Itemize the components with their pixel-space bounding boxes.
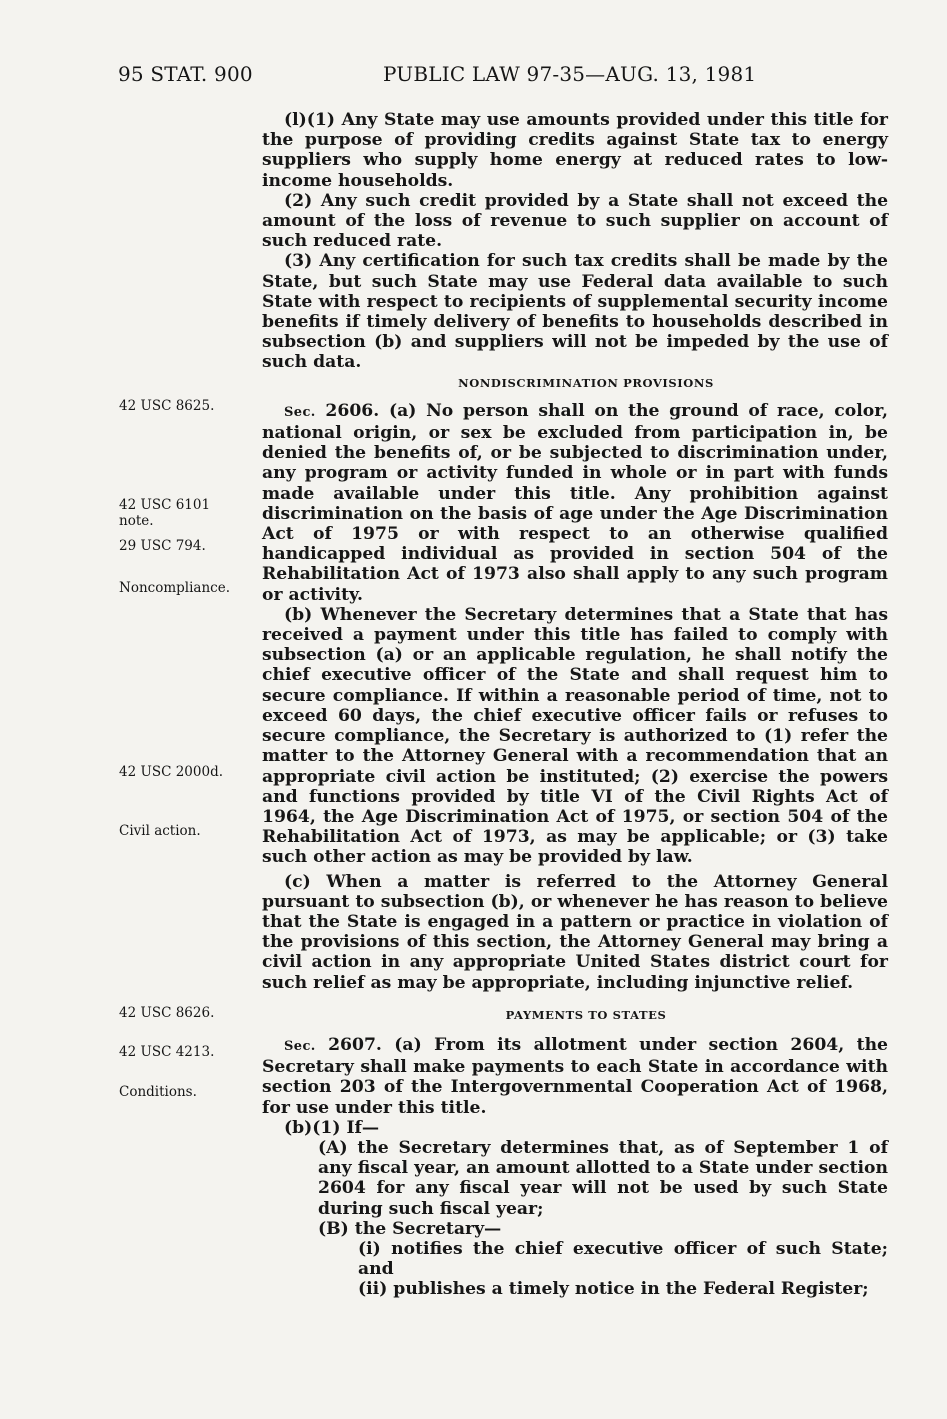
margin-note-42usc8626: 42 USC 8626. [119,1005,215,1021]
margin-note-42usc2000d: 42 USC 2000d. [119,764,224,780]
paragraph-l1: (l)(1) Any State may use amounts provided under this title for the purpose of providing credits against State tax to energy suppliers who supply home energy at reduced rates to low-income households. [262,110,888,191]
paragraph-sec2607-a [262,1035,888,1118]
margin-note-42usc8625: 42 USC 8625. [119,398,215,414]
paragraph-b1A: (A) the Secretary determines that, as of September 1 of any fiscal year, an amount allotted to a State under section 2604 for any fiscal year will not be used by such State during such fiscal year; [318,1137,888,1219]
stat-page-number: 95 STAT. 900 [118,62,253,86]
paragraph-b1Bi: (i) notifies the chief executive officer of such State; and [358,1238,888,1280]
sec2606-a-text: 2606. (a) No person shall on the ground of race, color, national origin, or sex be excluded from participation in, be denied the benefits of, or be subjected to discrimination under, any program or activity funded in whole or in part with funds made available under this title. Any prohibition against discrimination on the basis of age under the Age Discrimination Act of 1975 or with respect to an otherwise qualified handicapped individual as provided in section 504 of the Rehabilitation Act of 1973 also shall apply to any such program or activity. [262,400,888,605]
margin-note-civil-action: Civil action. [119,823,201,839]
heading-payments-to-states: PAYMENTS TO STATES [505,1007,667,1022]
paragraph-l2: (2) Any such credit provided by a State shall not exceed the amount of the loss of revenue to such supplier on account of such reduced rate. [262,190,888,252]
paragraph-sec2606-b: (b) Whenever the Secretary determines that a State that has received a payment under this title has failed to comply with subsection (a) or an applicable regulation, he shall notify the chief executive officer of the State and shall request him to secure compliance. If within a reasonable period of time, not to exceed 60 days, the chief executive officer fails or refuses to secure compliance, the Secretary is authorized to (1) refer the matter to the Attorney General with a recommendation that an appropriate civil action be instituted; (2) exercise the powers and functions provided by title VI of the Civil Rights Act of 1964, the Age Discrimination Act of 1975, or section 504 of the Rehabilitation Act of 1973, as may be applicable; or (3) take such other action as may be provided by law. [262,604,888,868]
sec2607-a-text: 2607. (a) From its allotment under section 2604, the Secretary shall make payments to each State in accordance with section 203 of the Intergovernmental Cooperation Act of 1968, for use under this title. [262,1034,888,1118]
section-label: Sec. [284,1038,316,1054]
margin-note-29usc794: 29 USC 794. [119,538,206,554]
paragraph-sec2606-c: (c) When a matter is referred to the Attorney General pursuant to subsection (b), or whenever he has reason to believe that the State is engaged in a pattern or practice in violation of the provisions of this section, the Attorney General may bring a civil action in any appropriate United States district court for such relief as may be appropriate, including injunctive relief. [262,871,888,993]
margin-note-42usc6101: 42 USC 6101 note. [119,497,211,529]
section-label: Sec. [284,404,316,420]
margin-note-noncompliance: Noncompliance. [119,580,230,596]
margin-note-conditions: Conditions. [119,1084,197,1100]
paragraph-b1B: (B) the Secretary— [318,1218,502,1239]
paragraph-b1: (b)(1) If— [284,1117,380,1138]
paragraph-sec2606-a [262,401,888,605]
heading-nondiscrimination: NONDISCRIMINATION PROVISIONS [458,375,714,390]
running-header: PUBLIC LAW 97-35—AUG. 13, 1981 [383,62,757,86]
body-text-column [262,110,888,1300]
margin-note-42usc4213: 42 USC 4213. [119,1044,215,1060]
paragraph-b1Bii: (ii) publishes a timely notice in the Federal Register; [358,1279,869,1300]
paragraph-l3: (3) Any certification for such tax credits shall be made by the State, but such State may use Federal data available to such State with respect to recipients of supplemental security income benefits if timely delivery of benefits to households described in subsection (b) and suppliers will not be impeded by the use of such data. [262,251,888,373]
